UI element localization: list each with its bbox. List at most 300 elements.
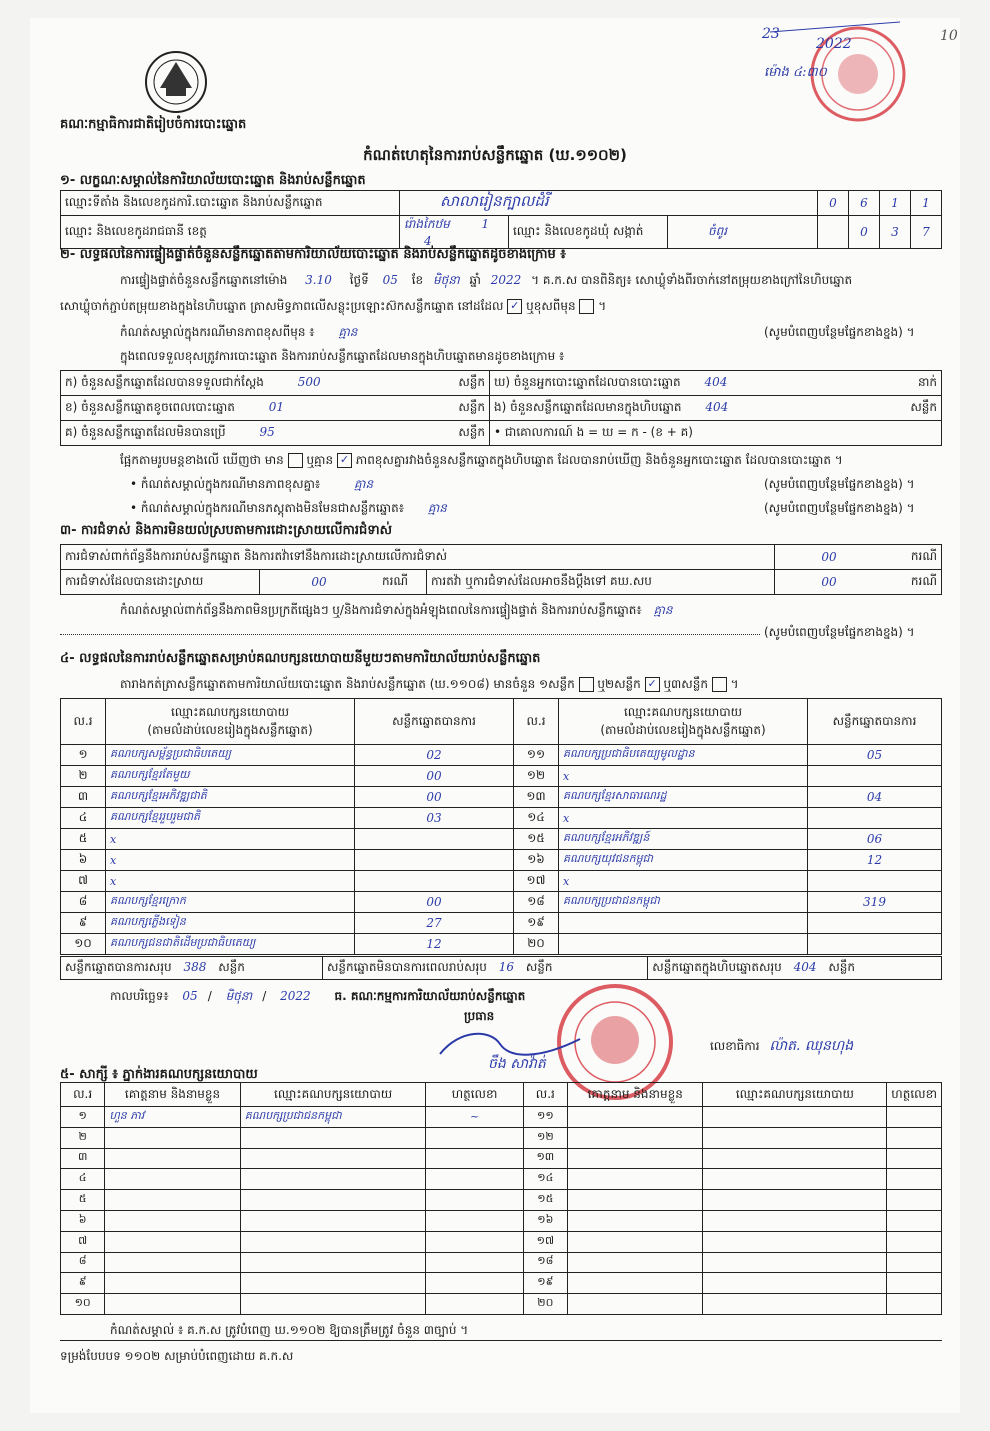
diff-remark-line [130,476,373,494]
party-name: x [106,829,355,850]
party-votes: 00 [355,787,514,808]
section-4-title: ៤- លទ្ធផលនៃការរាប់សន្លឹកឆ្នោតសម្រាប់គណបក្សនយោបាយនីមួយៗតាមការិយាល័យរាប់សន្លឹកឆ្នោត [60,651,541,666]
row-d-value: 404 [704,375,728,389]
witness-name [567,1294,702,1315]
stamp-day: 23 [762,26,780,42]
witness-name [105,1231,240,1252]
site-value: សាលារៀនក្បាលដំរី [400,191,818,216]
party-name: គណបក្សយុវជនកម្ពុជា [559,850,808,871]
province-label [61,216,400,249]
party-no: ២ [61,766,106,787]
complaint-row1-value: 00 [775,545,884,570]
col-party-right-sub: (តាមលំដាប់លេខរៀងក្នុងសន្លឹកឆ្នោត) [600,722,766,737]
two-sheets-label: ឬ២សន្លឹក [597,677,641,691]
witness-name [105,1294,240,1315]
diff-remark-value: គ្មាន [354,477,374,491]
witness-party [703,1210,887,1231]
w-col-party-left: ឈ្មោះគណបក្សនយោបាយ [240,1083,426,1107]
w-col-name-right: គោត្តនាម និងនាមខ្លួន [567,1083,702,1107]
witness-no: ១០ [61,1294,105,1315]
party-name: គណបក្សប្រជាធិបតេយ្យមូលដ្ឋាន [559,745,808,766]
no-difference-label: ឬគ្មាន [306,453,334,467]
signing-day: 05 [182,989,198,1003]
witness-name [567,1107,702,1128]
formula: • ជាគោលការណ៍ ង = ឃ = ក - (ខ + គ) [490,421,942,446]
witness-no: ១៣ [523,1148,567,1169]
witness-party [703,1252,887,1273]
party-no: ១៦ [514,850,559,871]
party-votes [808,934,942,955]
witness-signature [426,1294,523,1315]
evidence-line [130,500,447,518]
party-name: x [106,850,355,871]
witness-party [703,1169,887,1190]
total-box [648,957,942,980]
section-3-title: ៣- ការជំទាស់ និងការមិនយល់ស្របតាមការដោះស្រាយលើការជំទាស់ [60,523,392,538]
signing-date-line: កាលបរិច្ឆេទ៖ 05 / មិថុនា / 2022 ធ. គណៈកម្មការការិយាល័យរាប់សន្លឹកឆ្នោត [110,989,526,1003]
row-a-value: 500 [297,375,321,389]
stamp-year: 2022 [816,36,852,52]
witness-name [105,1169,240,1190]
witness-signature [426,1252,523,1273]
ballot-count-table [60,370,942,446]
witness-no: ៨ [61,1252,105,1273]
party-no: ១៩ [514,913,559,934]
row-b-label: ខ) ចំនួនសន្លឹកឆ្នោតខូចពេលបោះឆ្នោត [65,400,235,414]
witness-no: ១៦ [523,1210,567,1231]
party-name: x [106,871,355,892]
total-invalid [322,957,647,980]
witness-signature [887,1210,942,1231]
party-name: គណបក្សខ្មែរអភិវឌ្ឍន៍ [559,829,808,850]
col-no-right: ល.រ [514,699,559,745]
witness-name [105,1127,240,1148]
party-row [61,745,942,766]
party-name [559,934,808,955]
section-1-title: ១- លក្ខណៈសម្គាល់នៃការិយាល័យបោះឆ្នោត និងរាប់សន្លឹកឆ្នោត [60,173,366,188]
party-no: ៥ [61,829,106,850]
party-row [61,913,942,934]
party-votes: 02 [355,745,514,766]
witness-no: ២ [61,1127,105,1148]
total-valid-value: 388 [183,960,207,974]
total-box-label: សន្លឹកឆ្នោតក្នុងហិបឆ្នោតសរុប [652,960,782,974]
party-votes: 27 [355,913,514,934]
witness-row [61,1169,942,1190]
total-valid [61,957,323,980]
sheet-count-line [120,676,739,694]
witness-row [61,1107,942,1128]
total-invalid-label: សន្លឹកឆ្នោតមិនបានការពេលរាប់សរុប [326,960,487,974]
witness-name [567,1252,702,1273]
total-valid-unit: សន្លឹក [218,960,245,974]
footer-note: កំណត់សម្គាល់ ៖ គ.ក.ស ត្រូវបំពេញ ឃ.១១០២ ឱ្យបានត្រឹមត្រូវ ចំនួន ៣ច្បាប់ ។ [110,1323,469,1337]
form-page [30,18,960,1413]
row-e-label: ង) ចំនួនសន្លឹកឆ្នោតដែលមានក្នុងហិបឆ្នោត [494,400,682,414]
w-col-no-right: ល.រ [523,1083,567,1107]
w-col-party-right: ឈ្មោះគណបក្សនយោបាយ [703,1083,887,1107]
difference-label: ផ្អែកតាមរូបមន្តខាងលើ ឃើញថា មាន [120,453,284,467]
witness-name [105,1252,240,1273]
row-e [490,396,942,421]
complaints-table [60,544,942,595]
irregularity-end: (សូមបំពេញបន្ថែមផ្នែកខាងខ្នង) ។ [764,625,915,639]
w-col-sig-left: ហត្ថលេខា [426,1083,523,1107]
party-no: ២០ [514,934,559,955]
party-votes: 03 [355,808,514,829]
total-invalid-value: 16 [498,960,515,974]
evidence-value: គ្មាន [427,501,447,515]
has-difference-checkbox[interactable] [288,453,303,468]
party-row [61,808,942,829]
check-time-line [120,272,852,290]
site-code-1: 0 [818,191,849,216]
footer-divider [60,1340,942,1341]
party-name: x [559,766,808,787]
irregularity-note [120,602,673,620]
witness-name [105,1148,240,1169]
col-votes-left: សន្លឹកឆ្នោតបានការ [355,699,514,745]
three-sheets-label: ឬ៣សន្លឹក [663,677,708,691]
commune-code-1: 0 [849,216,880,249]
complaint-row2-value2: 00 [775,570,884,595]
row-d [490,371,942,396]
document-title: កំណត់ហេតុនៃការរាប់សន្លឹកឆ្នោត (ឃ.១១០២) [363,146,627,164]
party-row [61,829,942,850]
check-day-label: ថ្ងៃទី [349,273,369,287]
section-5-title: ៥- សាក្សី ៖ ភ្នាក់ងារគណបក្សនយោបាយ [60,1067,258,1082]
party-no: ១៨ [514,892,559,913]
party-votes [355,829,514,850]
committee-label: ធ. គណៈកម្មការការិយាល័យរាប់សន្លឹកឆ្នោត [334,989,526,1003]
witness-signature [887,1190,942,1211]
nec-logo [140,44,212,119]
row-a-unit: សន្លឹក [458,375,485,389]
party-votes: 319 [808,892,942,913]
witness-signature [887,1252,942,1273]
witness-party [240,1210,426,1231]
evidence-end: (សូមបំពេញបន្ថែមផ្នែកខាងខ្នង) ។ [764,501,915,515]
party-votes: 00 [355,766,514,787]
total-valid-label: សន្លឹកឆ្នោតបានការសរុប [65,960,172,974]
party-no: ១៤ [514,808,559,829]
diff-remark-label: • កំណត់សម្គាល់ក្នុងករណីមានភាពខុសគ្នា៖ [130,477,321,491]
row-d-label: ឃ) ចំនួនអ្នកបោះឆ្នោតដែលបានបោះឆ្នោត [494,375,681,389]
col-party-right-title: ឈ្មោះគណបក្សនយោបាយ [623,704,743,719]
party-no: ១៣ [514,787,559,808]
complaint-row2-label: ការជំទាស់ដែលបានដោះស្រាយ [61,570,260,595]
diff-note-line [120,324,357,342]
party-votes: 12 [355,934,514,955]
sheet-count-end: ។ [730,677,739,691]
witness-name [567,1231,702,1252]
row-e-unit: សន្លឹក [910,400,937,414]
emblem-icon [140,44,212,116]
witness-no: ១៥ [523,1190,567,1211]
witness-party [703,1190,887,1211]
received-stamp [750,12,910,124]
witness-party [240,1252,426,1273]
diff-note-end: (សូមបំពេញបន្ថែមផ្នែកខាងខ្នង) ។ [764,325,915,339]
witness-name [567,1273,702,1294]
section-2-title: ២- លទ្ធផលនៃការផ្ទៀងផ្ទាត់ចំនួនសន្លឹកឆ្នោតតាមការិយាល័យបោះឆ្នោត និងរាប់សន្លឹកឆ្នោតដូចខាងក្រោម ៖ [60,247,566,262]
party-votes: 04 [808,787,942,808]
party-name: គណបក្សខ្មែរក្រោក [106,892,355,913]
complaint-row1-unit: ករណី [883,545,942,570]
seal-text: សោឃ្លុំចាក់ភ្ជាប់តម្រុយខាងក្នុងនៃហិបឆ្នោត ត្រាសមិទ្ធភាពលើសន្លុះប្រឡោះស៊កសន្លឹកឆ្នោត នៅដដែល [60,299,504,313]
province-label-text: ឈ្មោះ និងលេខកូដរាជធានី ខេត្ត [65,224,207,238]
witness-row [61,1190,942,1211]
chair-label: ប្រធាន [464,1009,495,1023]
row-b-value: 01 [268,400,285,414]
party-row [61,892,942,913]
witness-party [240,1148,426,1169]
party-row [61,766,942,787]
difference-line [120,452,843,470]
party-results-table [60,698,942,955]
party-votes [808,766,942,787]
row-c-unit: សន្លឹក [458,425,485,439]
witness-name [567,1190,702,1211]
footer-form: ទម្រង់បែបបទ ១១០២ សម្រាប់បំពេញដោយ គ.ក.ស [60,1349,294,1363]
party-row [61,787,942,808]
witness-signature [887,1169,942,1190]
totals-table [60,956,942,980]
seal-line: សោឃ្លុំចាក់ភ្ជាប់តម្រុយខាងក្នុងនៃហិបឆ្នោត ត្រាសមិទ្ធភាពលើសន្លុះប្រឡោះស៊កសន្លឹកឆ្នោត នៅដដែល ✓ ឬខុសពីមុន ។ [60,299,607,313]
w-col-no-left: ល.រ [61,1083,105,1107]
witness-party [240,1169,426,1190]
w-col-sig-right: ហត្ថលេខា [887,1083,942,1107]
col-party-left-title: ឈ្មោះគណបក្សនយោបាយ [170,704,290,719]
party-name: x [559,871,808,892]
check-month-label: ខែ [411,273,424,287]
party-no: ៨ [61,892,106,913]
complaint-row2-unit: ករណី [378,570,427,595]
count-intro: ក្នុងពេលទទួលខុសត្រូវការបោះឆ្នោត និងការរាប់សន្លឹកឆ្នោតដែលមានក្នុងហិបឆ្នោតមានដូចខាងក្រោម ៖ [120,349,565,363]
party-no: ១១ [514,745,559,766]
witness-row [61,1252,942,1273]
commune-code-2: 3 [880,216,911,249]
party-name: គណបក្សប្រជាជនកម្ពុជា [559,892,808,913]
row-a-label: ក) ចំនួនសន្លឹកឆ្នោតដែលបានទទួលជាក់ស្តែង [65,375,264,389]
witness-party [240,1231,426,1252]
witness-signature [887,1273,942,1294]
irregularity-value: គ្មាន [653,603,673,617]
witness-signature [887,1294,942,1315]
party-name: x [559,808,808,829]
row-c-label: គ) ចំនួនសន្លឹកឆ្នោតដែលមិនបានប្រើ [65,425,226,439]
party-no: ៣ [61,787,106,808]
witness-row [61,1273,942,1294]
check-year-value: 2022 [490,273,522,287]
row-a [61,371,490,396]
signing-date-label: កាលបរិច្ឆេទ៖ [110,989,169,1003]
witness-party [703,1294,887,1315]
party-votes: 00 [355,892,514,913]
witness-party [240,1127,426,1148]
commune-value: ចំពូរ [668,216,818,249]
witness-name [567,1210,702,1231]
col-votes-right: សន្លឹកឆ្នោតបានការ [808,699,942,745]
row-b [61,396,490,421]
province-value: រ៉ោងកៃឋម [404,217,450,231]
witness-table [60,1082,942,1315]
party-votes: 12 [808,850,942,871]
secretary-line [710,1036,853,1057]
witness-party [703,1127,887,1148]
col-party-right [559,699,808,745]
signing-month: មិថុនា [225,989,253,1003]
party-no: ១២ [514,766,559,787]
complaint-row2-unit2: ករណី [883,570,942,595]
party-votes [355,850,514,871]
party-name: គណបក្សខ្មែរអភិវឌ្ឍជាតិ [106,787,355,808]
witness-row [61,1210,942,1231]
irregularity-label: កំណត់សម្គាល់ពាក់ព័ន្ធនឹងភាពមិនប្រក្រតីផ្សេងៗ ឬ/និងការជំទាស់ក្នុងអំឡុងពេលនៃការផ្ទៀងផ្ទាត់ និងការរាប់សន្លឹកឆ្នោត៖ [120,603,642,617]
difference-text: ភាពខុសគ្នារវាងចំនួនសន្លឹកឆ្នោតក្នុងហិបឆ្នោត ដែលបានរាប់ឃើញ និងចំនួនអ្នកបោះឆ្នោត ដែលបានបោះឆ្នោត ។ [355,453,843,467]
site-code-4: 1 [911,191,942,216]
secretary-signature: ល៉ាត. ឈុនហុង [769,1038,854,1054]
party-name: គណបក្សសម្ព័ន្ធប្រជាធិបតេយ្យ [106,745,355,766]
row-c [61,421,490,446]
witness-signature: ~ [426,1107,523,1128]
check-text: ។ គ.ក.ស បានពិនិត្យ៖ សោឃ្លុំទាំងពីរចាក់នៅតម្រុយខាងក្រៅនៃហិបឆ្នោត [531,273,853,287]
check-time-label: ការផ្ទៀងផ្ទាត់ចំនួនសន្លឹកឆ្នោតនៅម៉ោង [120,273,288,287]
party-votes [355,871,514,892]
section-1-table [60,190,942,249]
party-votes: 05 [808,745,942,766]
witness-signature [887,1148,942,1169]
witness-party [240,1273,426,1294]
witness-no: ១ [61,1107,105,1128]
witness-signature [426,1127,523,1148]
witness-party [240,1294,426,1315]
org-name: គណៈកម្មាធិការជាតិរៀបចំការបោះឆ្នោត [60,117,247,132]
stamp-time: ម៉ោង ៤:៣០ [764,65,827,80]
two-sheets-checkbox[interactable]: ✓ [645,677,660,692]
party-no: ១០ [61,934,106,955]
party-no: ៦ [61,850,106,871]
row-d-unit: នាក់ [917,375,937,389]
witness-signature [426,1169,523,1190]
corner-number: 10 [940,28,958,44]
witness-name [105,1190,240,1211]
witness-party [703,1273,887,1294]
party-no: ៩ [61,913,106,934]
witness-row [61,1127,942,1148]
check-day-value: 05 [382,273,398,287]
witness-signature [426,1148,523,1169]
witness-party: គណបក្សប្រជាជនកម្ពុជា [240,1107,426,1128]
party-no: ១ [61,745,106,766]
party-name [559,913,808,934]
witness-no: ១៨ [523,1252,567,1273]
row-e-value: 404 [705,400,729,414]
witness-no: ៧ [61,1231,105,1252]
witness-name [567,1127,702,1148]
diff-remark-end: (សូមបំពេញបន្ថែមផ្នែកខាងខ្នង) ។ [764,477,915,491]
witness-no: ១៧ [523,1231,567,1252]
same-checkbox[interactable]: ✓ [507,299,522,314]
check-year-label: ឆ្នាំ [469,273,481,287]
diff-note-value: គ្មាន [338,325,358,339]
irregularity-dotline [60,634,760,635]
witness-no: ៥ [61,1190,105,1211]
party-name: គណបក្សខ្មែរតែមួយ [106,766,355,787]
col-no-left: ល.រ [61,699,106,745]
witness-signature [887,1127,942,1148]
three-sheets-checkbox[interactable] [712,677,727,692]
site-label: ឈ្មោះទីតាំង និងលេខកូដការិ.បោះឆ្នោត និងរាប់សន្លឹកឆ្នោត [61,191,400,216]
witness-no: ៩ [61,1273,105,1294]
witness-name [105,1210,240,1231]
witness-row [61,1231,942,1252]
party-no: ១៧ [514,871,559,892]
witness-no: ១៩ [523,1273,567,1294]
party-name: គណបក្សភ្លើងទៀន [106,913,355,934]
party-row [61,871,942,892]
row-b-unit: សន្លឹក [458,400,485,414]
witness-no: ៦ [61,1210,105,1231]
witness-signature [426,1190,523,1211]
total-invalid-unit: សន្លឹក [525,960,553,974]
witness-row [61,1148,942,1169]
province-code-1: 1 [481,217,490,231]
complaint-row2-label2: ការតវ៉ា ឬការជំទាស់ដែលអាចនឹងប្តឹងទៅ គឃ.សប [427,570,775,595]
witness-no: ១២ [523,1127,567,1148]
commune-code-blank [818,216,849,249]
province-cell [400,216,509,249]
witness-body [61,1107,942,1315]
witness-no: ១១ [523,1107,567,1128]
witness-name: ហួន ភាវ [105,1107,240,1128]
witness-signature [426,1231,523,1252]
witness-signature [426,1273,523,1294]
changed-label: ឬខុសពីមុន [526,299,576,313]
province-code-2: 4 [424,234,432,248]
party-votes [808,871,942,892]
w-col-name-left: គោត្តនាម និងនាមខ្លួន [105,1083,240,1107]
witness-signature [887,1231,942,1252]
total-box-unit: សន្លឹក [828,960,856,974]
witness-party [240,1190,426,1211]
witness-party [703,1231,887,1252]
one-sheet-checkbox[interactable] [579,677,594,692]
check-time-value: 3.10 [305,273,332,287]
witness-name [567,1148,702,1169]
witness-no: ២០ [523,1294,567,1315]
site-code-2: 6 [849,191,880,216]
col-party-left-sub: (តាមលំដាប់លេខរៀងក្នុងសន្លឹកឆ្នោត) [147,722,313,737]
witness-no: ៤ [61,1169,105,1190]
witness-no: ១៤ [523,1169,567,1190]
check-month-value: មិថុនា [432,273,460,287]
party-name: គណបក្សខ្មែររួបរួមជាតិ [106,808,355,829]
party-name: គណបក្សខ្មែរសាធារណរដ្ឋ [559,787,808,808]
commune-label: ឈ្មោះ និងលេខកូដឃុំ សង្កាត់ [509,216,668,249]
party-votes [808,913,942,934]
no-difference-checkbox[interactable]: ✓ [337,453,352,468]
witness-party [703,1148,887,1169]
witness-name [105,1273,240,1294]
commune-code-3: 7 [911,216,942,249]
changed-checkbox[interactable] [579,299,594,314]
witness-name [567,1169,702,1190]
total-box-value: 404 [793,960,817,974]
witness-no: ៣ [61,1148,105,1169]
party-row [61,850,942,871]
party-no: ១៥ [514,829,559,850]
